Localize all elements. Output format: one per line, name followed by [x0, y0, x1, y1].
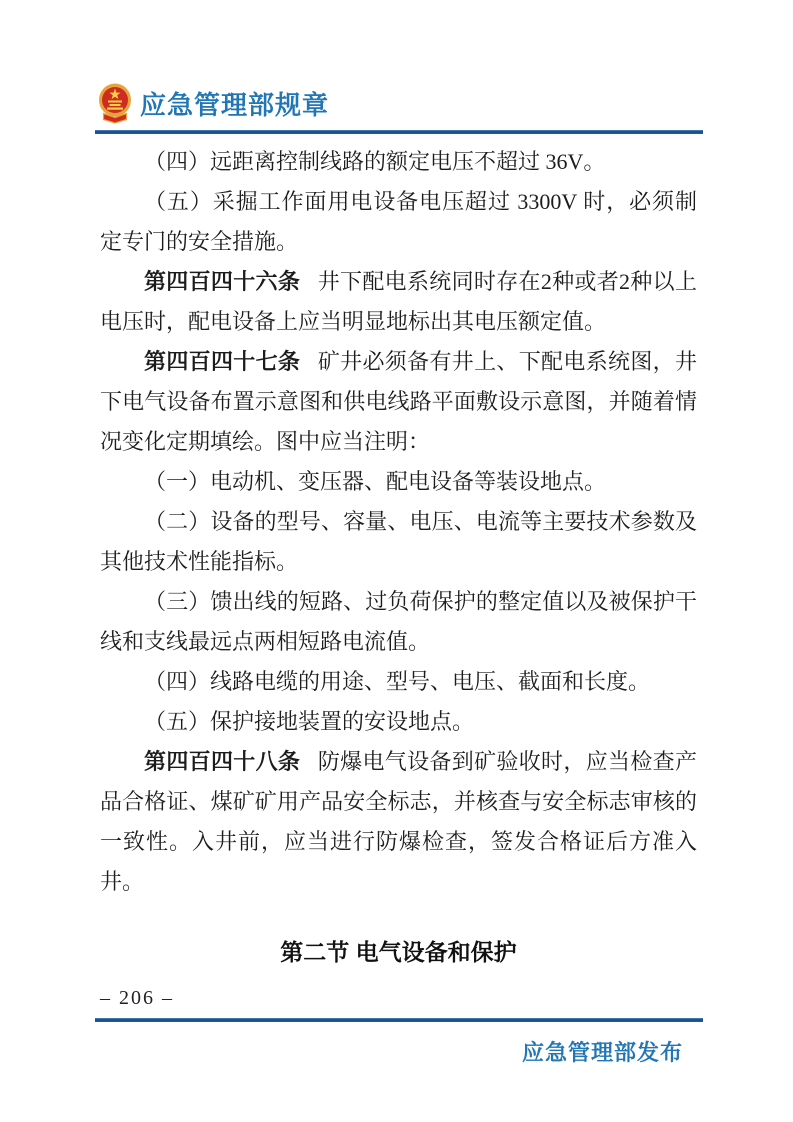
- paragraph: （四）线路电缆的用途、型号、电压、截面和长度。: [144, 669, 651, 694]
- paragraph: （二）设备的型号、容量、电压、电流等主要技术参数及其他技术性能指标。: [100, 509, 697, 574]
- paragraph: 第四百四十六条 井下配电系统同时存在2种或者2种以上电压时，配电设备上应当明显地标出其电压额定值。: [100, 269, 697, 334]
- article-number: 第四百四十六条: [144, 269, 301, 294]
- paragraph: （四）远距离控制线路的额定电压不超过 36V。: [144, 149, 606, 174]
- section-heading: 第二节 电气设备和保护: [280, 939, 517, 965]
- header-title: 应急管理部规章: [140, 89, 330, 120]
- article-number: 第四百四十七条: [144, 349, 301, 374]
- page-number: – 206 –: [100, 987, 174, 1009]
- document-body: [100, 142, 697, 902]
- page-footer: [0, 1018, 793, 1067]
- paragraph: （三）馈出线的短路、过负荷保护的整定值以及被保护干线和支线最远点两相短路电流值。: [100, 589, 697, 654]
- header-brand: [98, 82, 793, 124]
- header-rule: [95, 130, 703, 134]
- footer-rule: [95, 1018, 703, 1022]
- paragraph: （一）电动机、变压器、配电设备等装设地点。: [144, 469, 607, 494]
- page-header: [0, 0, 793, 134]
- national-emblem-icon: [98, 82, 132, 124]
- paragraph: 第四百四十七条 矿井必须备有井上、下配电系统图，井下电气设备布置示意图和供电线路平面敷设示意图，并随着情况变化定期填绘。图中应当注明：: [100, 349, 697, 454]
- publisher-label: 应急管理部发布: [521, 1040, 683, 1065]
- paragraph: （五）采掘工作面用电设备电压超过 3300V 时，必须制定专门的安全措施。: [100, 189, 697, 254]
- paragraph: 第四百四十八条 防爆电气设备到矿验收时，应当检查产品合格证、煤矿矿用产品安全标志，并核查与安全标志审核的一致性。入井前，应当进行防爆检查，签发合格证后方准入井。: [100, 749, 697, 894]
- paragraph: （五）保护接地装置的安设地点。: [144, 709, 475, 734]
- article-number: 第四百四十八条: [144, 749, 301, 774]
